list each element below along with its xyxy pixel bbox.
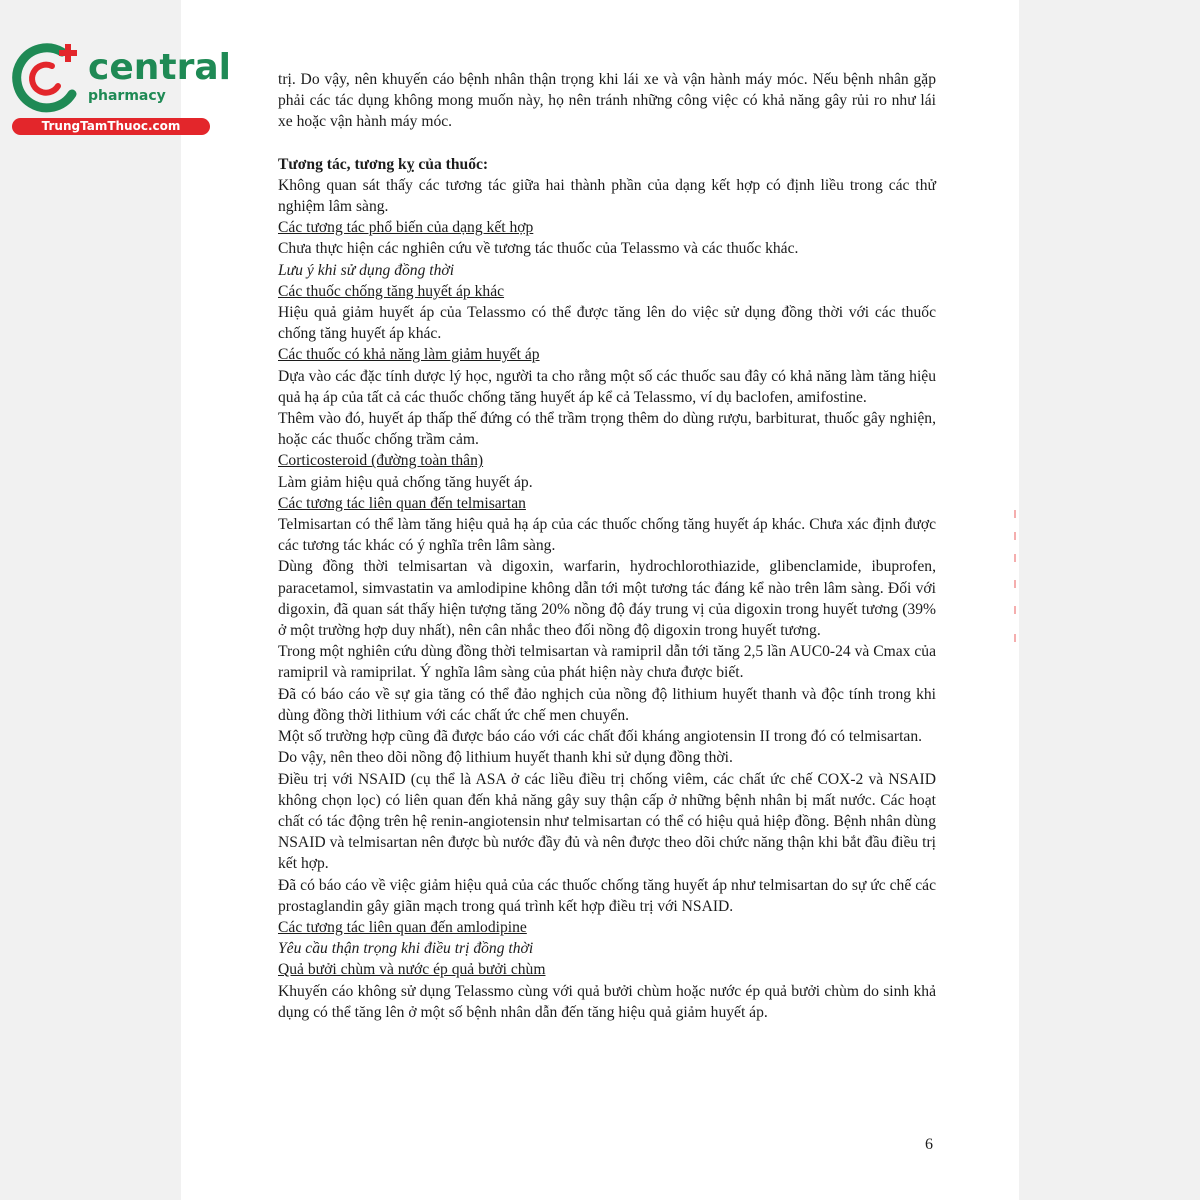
subsection-heading: Các thuốc có khả năng làm giảm huyết áp: [278, 346, 540, 364]
page-number: 6: [925, 1136, 933, 1153]
logo-site-badge: TrungTamThuoc.com: [12, 118, 210, 135]
body-paragraph: Do vậy, nên theo dõi nồng độ lithium huyết thanh khi sử dụng đồng thời.: [278, 749, 733, 767]
body-paragraph: Đã có báo cáo về việc giảm hiệu quả của các thuốc chống tăng huyết áp như telmisartan do sự ức chế các prostaglandin gây giãn mạch trong quá trình kết hợp điều trị với NSAID.: [278, 876, 936, 915]
subsection-heading: Các tương tác liên quan đến telmisartan: [278, 494, 526, 512]
section-lines: [278, 175, 936, 1023]
body-paragraph: Không quan sát thấy các tương tác giữa hai thành phần của dạng kết hợp có định liều trong các thử nghiệm lâm sàng.: [278, 176, 936, 216]
body-paragraph: Làm giảm hiệu quả chống tăng huyết áp.: [278, 473, 533, 491]
intro-paragraph: trị. Do vậy, nên khuyến cáo bệnh nhân thận trọng khi lái xe và vận hành máy móc. Nếu bệnh nhân gặp phải các tác dụng không mong muốn này, họ nên tránh những công việc có khả năng gây rủi ro như lái xe hoặc vận hành máy móc.: [278, 71, 936, 131]
body-paragraph: Chưa thực hiện các nghiên cứu về tương tác thuốc của Telassmo và các thuốc khác.: [278, 240, 799, 258]
margin-stamp-marks: [1010, 510, 1020, 660]
subsection-heading: Corticosteroid (đường toàn thân): [278, 452, 484, 470]
italic-note: Lưu ý khi sử dụng đồng thời: [278, 261, 455, 279]
subsection-heading: Các tương tác phổ biến của dạng kết hợp: [278, 219, 534, 237]
subsection-heading: Các thuốc chống tăng huyết áp khác: [278, 282, 505, 300]
italic-note: Yêu cầu thận trọng khi điều trị đồng thời: [278, 940, 534, 958]
body-paragraph: Một số trường hợp cũng đã được báo cáo với các chất đối kháng angiotensin II trong đó có telmisartan.: [278, 728, 923, 746]
body-paragraph: Thêm vào đó, huyết áp thấp thế đứng có thể trầm trọng thêm do dùng rượu, barbiturat, thuốc gây nghiện, hoặc các thuốc chống trầm cảm.: [278, 410, 936, 449]
logo-mark-icon: [10, 38, 90, 118]
subsection-heading: Các tương tác liên quan đến amlodipine: [278, 918, 527, 936]
body-paragraph: Hiệu quả giảm huyết áp của Telassmo có thể được tăng lên do việc sử dụng đồng thời với các thuốc chống tăng huyết áp khác.: [278, 304, 936, 343]
body-paragraph: Khuyến cáo không sử dụng Telassmo cùng với quả bưởi chùm hoặc nước ép quả bưởi chùm do sinh khả dụng có thể tăng lên ở một số bệnh nhân dẫn đến tăng hiệu quả giảm huyết áp.: [278, 982, 936, 1021]
body-paragraph: Telmisartan có thể làm tăng hiệu quả hạ áp của các thuốc chống tăng huyết áp khác. Chưa xác định được các tương tác khác có ý nghĩa trên lâm sàng.: [278, 516, 936, 555]
body-paragraph: Dùng đồng thời telmisartan và digoxin, warfarin, hydrochlorothiazide, glibenclamide, ibuprofen, paracetamol, simvastatin va amlodipine không dẫn tới một tương tác đáng kể nào trên lâm sàng. Đối với digoxin, đã quan sát thấy hiện tượng tăng 20% nồng độ đáy trung vị của digoxin trong huyết tương (39% ở một trường hợp duy nhất), nên cân nhắc theo đối nồng độ digoxin trong huyết tương.: [278, 558, 936, 640]
section-heading: Tương tác, tương kỵ của thuốc:: [278, 155, 489, 173]
logo-sub-text: pharmacy: [88, 88, 166, 104]
body-paragraph: Đã có báo cáo về sự gia tăng có thể đảo nghịch của nồng độ lithium huyết thanh và độc tính trong khi dùng đồng thời lithium với các chất ức chế men chuyển.: [278, 685, 936, 724]
body-paragraph: Dựa vào các đặc tính dược lý học, người ta cho rằng một số các thuốc sau đây có khả năng làm tăng hiệu quả hạ áp của tất cả các thuốc chống tăng huyết áp kể cả Telassmo, ví dụ baclofen, amifostine.: [278, 367, 936, 406]
subsection-heading: Quả bưởi chùm và nước ép quả bưởi chùm: [278, 961, 546, 979]
central-pharmacy-logo: [10, 38, 231, 138]
logo-brand-text: central: [88, 47, 231, 88]
document-body: [278, 69, 936, 1023]
body-paragraph: Trong một nghiên cứu dùng đồng thời telmisartan và ramipril dẫn tới tăng 2,5 lần AUC0-24 và Cmax của ramipril và ramiprilat. Ý nghĩa lâm sàng của phát hiện này chưa được biết.: [278, 643, 936, 682]
body-paragraph: Điều trị với NSAID (cụ thể là ASA ở các liều điều trị chống viêm, các chất ức chế COX-2 và NSAID không chọn lọc) có liên quan đến khả năng gây suy thận cấp ở những bệnh nhân bị mất nước. Các hoạt chất có tác động trên hệ renin-angiotensin như telmisartan có thể có hiệu quả hiệp đồng. Bệnh nhân dùng NSAID và telmisartan nên được bù nước đầy đủ và nên được theo dõi chức năng thận khi bắt đầu điều trị kết hợp.: [278, 770, 936, 873]
